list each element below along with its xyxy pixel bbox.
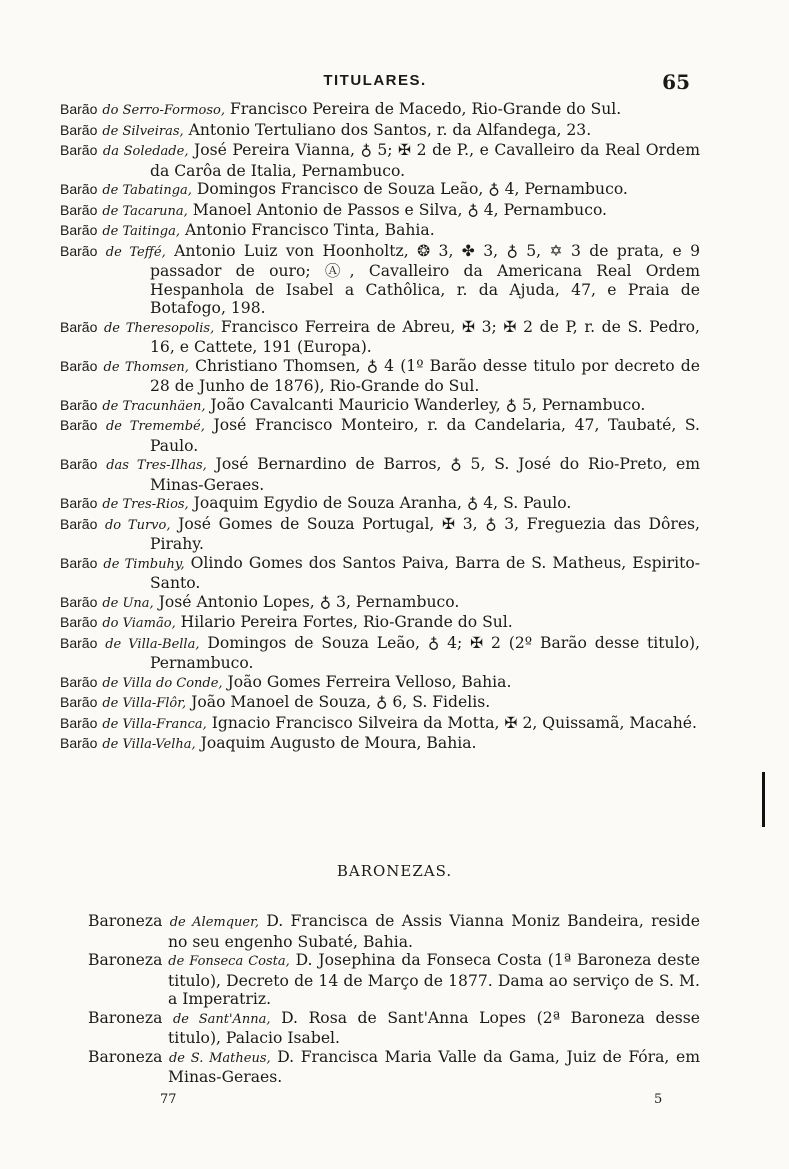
barao-entry: Barão de Theresopolis, Francisco Ferreira de Abreu, ✠ 3; ✠ 2 de P, r. de S. Pedro, 16, e Cattete, 191 (Europa). (60, 317, 700, 356)
barao-entry: Barão de Tremembé, José Francisco Monteiro, r. da Candelaria, 47, Taubaté, S. Paulo. (60, 416, 700, 455)
baroneza-list (88, 912, 700, 1087)
barao-entry: Barão da Soledade, José Pereira Vianna, ♁ 5; ✠ 2 de P., e Cavalleiro da Real Ordem da Carôa de Italia, Pernambuco. (60, 141, 700, 180)
barao-entry: Barão de Tacaruna, Manoel Antonio de Passos e Silva, ♁ 4, Pernambuco. (60, 200, 608, 219)
signature-mark: 77 (160, 1092, 177, 1107)
barao-entry: Barão de Timbuhy, Olindo Gomes dos Santos Paiva, Barra de S. Matheus, Espirito-Santo. (60, 553, 700, 592)
barao-entry: Barão de Silveiras, Antonio Tertuliano dos Santos, r. da Alfandega, 23. (60, 120, 592, 139)
barao-entry: Barão de Villa-Franca, Ignacio Francisco Silveira da Motta, ✠ 2, Quissamã, Macahé. (60, 713, 697, 732)
barao-entry: Barão de Villa-Flôr, João Manoel de Souza, ♁ 6, S. Fidelis. (60, 693, 491, 711)
barao-entry: Barão das Tres-Ilhas, José Bernardino de Barros, ♁ 5, S. José do Rio-Preto, em Minas-Geraes. (60, 455, 700, 494)
barao-entry: Barão do Serro-Formoso, Francisco Pereira de Macedo, Rio-Grande do Sul. (60, 100, 622, 118)
barao-entry: Barão de Villa-Velha, Joaquim Augusto de Moura, Bahia. (60, 734, 477, 752)
barao-entry: Barão do Viamão, Hilario Pereira Fortes, Rio-Grande do Sul. (60, 613, 513, 631)
barao-entry: Barão de Una, José Antonio Lopes, ♁ 3, Pernambuco. (60, 592, 460, 611)
barao-entry: Barão de Tres-Rios, Joaquim Egydio de Souza Aranha, ♁ 4, S. Paulo. (60, 494, 572, 512)
baroneza-entry: Baroneza de Sant'Anna, D. Rosa de Sant'Anna Lopes (2ª Baroneza desse titulo), Palacio Isabel. (88, 1008, 700, 1047)
sheet-number: 5 (654, 1092, 663, 1107)
barao-list (60, 100, 700, 755)
barao-entry: Barão de Tracunhäen, João Cavalcanti Mauricio Wanderley, ♁ 5, Pernambuco. (60, 395, 646, 414)
baroneza-entry: Baroneza de Fonseca Costa, D. Josephina da Fonseca Costa (1ª Baroneza deste titulo), Decreto de 14 de Março de 1877. Dama ao serviço de S. M. a Imperatriz. (88, 951, 700, 1008)
baroneza-entry: Baroneza de S. Matheus, D. Francisca Maria Valle da Gama, Juiz de Fóra, em Minas-Geraes. (88, 1047, 700, 1086)
running-title: TITULARES. (323, 72, 427, 89)
barao-entry: Barão de Villa-Bella, Domingos de Souza Leão, ♁ 4; ✠ 2 (2º Barão desse titulo), Pernambuco. (60, 633, 700, 672)
page-header (60, 70, 690, 100)
barao-entry: Barão do Turvo, José Gomes de Souza Portugal, ✠ 3, ♁ 3, Freguezia das Dôres, Pirahy. (60, 514, 701, 553)
page-number: 65 (662, 70, 690, 94)
barao-entry: Barão de Villa do Conde, João Gomes Ferreira Velloso, Bahia. (60, 672, 512, 691)
barao-entry: Barão de Tabatinga, Domingos Francisco de Souza Leão, ♁ 4, Pernambuco. (60, 180, 628, 198)
barao-entry: Barão de Thomsen, Christiano Thomsen, ♁ 4 (1º Barão desse titulo por decreto de 28 de Junho de 1876), Rio-Grande do Sul. (60, 356, 700, 395)
barao-entry: Barão de Taitinga, Antonio Francisco Tinta, Bahia. (60, 221, 435, 239)
baroneza-entry: Baroneza de Alemquer, D. Francisca de Assis Vianna Moniz Bandeira, reside no seu engenho Subaté, Bahia. (88, 912, 700, 951)
margin-mark (762, 772, 765, 827)
barao-entry: Barão de Teffé, Antonio Luiz von Hoonholtz, ❂ 3, ✤ 3, ♁ 5, ✡ 3 de prata, e 9 passador de ouro; Ⓐ, Cavalleiro da Americana Real Ordem Hespanhola de Isabel a Cathôlica, r. da Ajuda, 47, e Praia de Botafogo, 198. (60, 241, 700, 317)
section-title: BARONEZAS. (336, 862, 453, 880)
